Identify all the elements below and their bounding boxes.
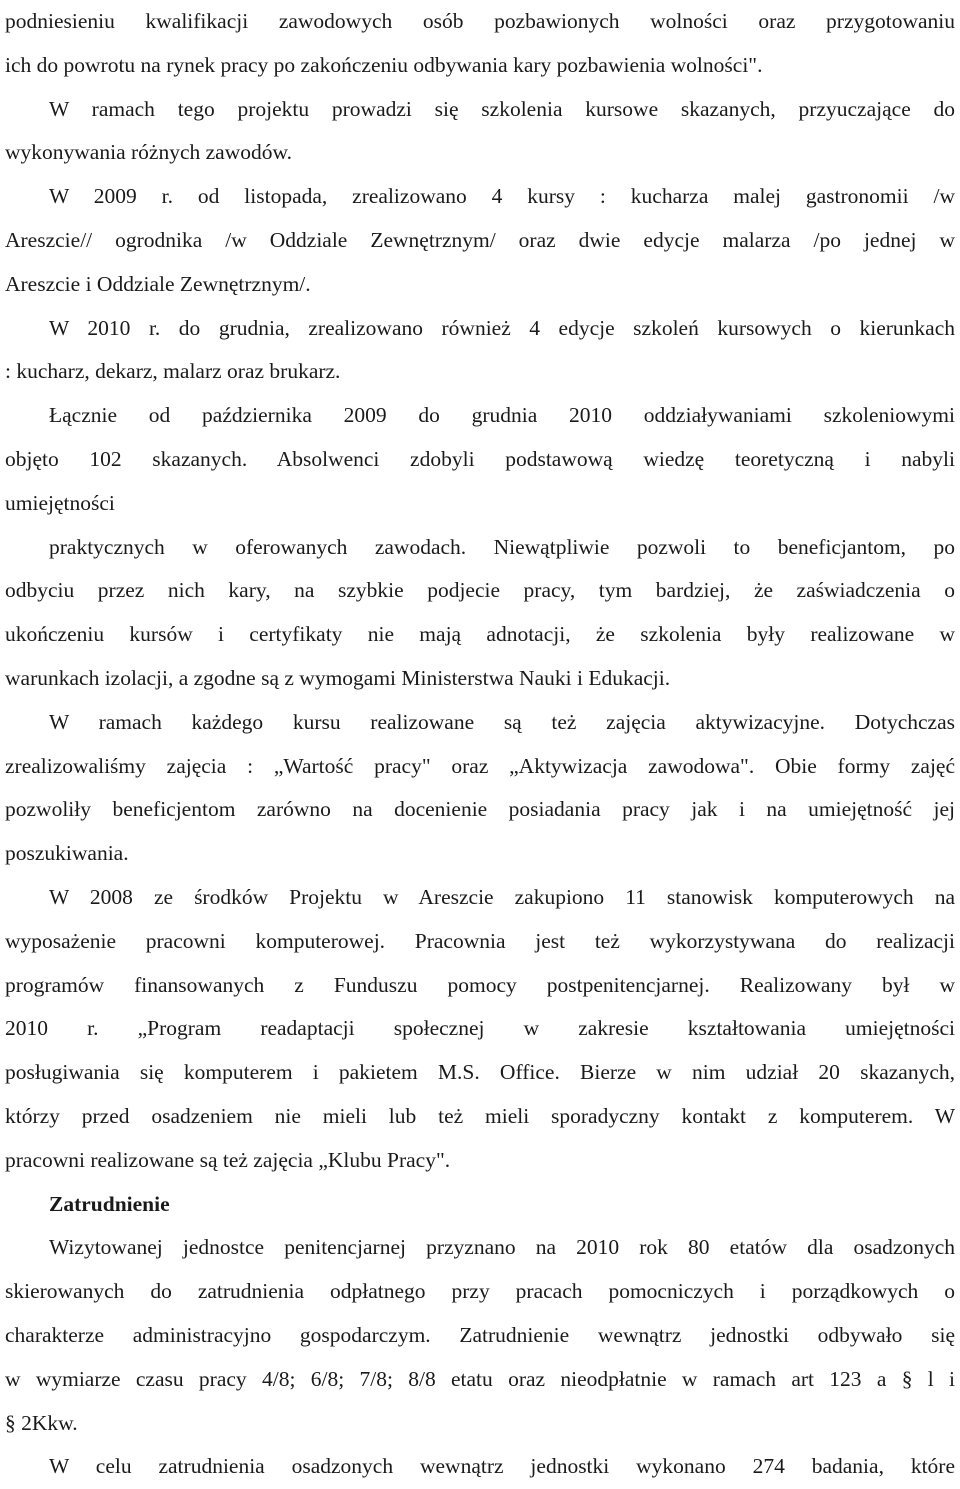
text-line: pozwoliły beneficjentom zarówno na docenienie posiadania pracy jak i na umiejętność jej [5,797,955,822]
text-line: W 2008 ze środków Projektu w Areszcie zakupiono 11 stanowisk komputerowych na [49,884,955,909]
text-line: objęto 102 skazanych. Absolwenci zdobyli podstawową wiedzę teoretyczną i nabyli [5,446,955,471]
section-heading: Zatrudnienie [49,1191,170,1216]
text-line: ukończeniu kursów i certyfikaty nie mają adnotacji, że szkolenia były realizowane w [5,622,955,647]
text-line: pracowni realizowane są też zajęcia „Klubu Pracy". [5,1147,451,1172]
text-line: W ramach tego projektu prowadzi się szkolenia kursowe skazanych, przyuczające do [49,96,955,121]
text-line: warunkach izolacji, a zgodne są z wymogami Ministerstwa Nauki i Edukacji. [5,665,671,690]
text-line: § 2Kkw. [5,1410,78,1435]
text-line: W celu zatrudnienia osadzonych wewnątrz jednostki wykonano 274 badania, które [49,1454,955,1479]
text-line: 2010 r. „Program readaptacji społecznej w zakresie kształtowania umiejętności [5,1016,955,1041]
text-line: w wymiarze czasu pracy 4/8; 6/8; 7/8; 8/8 etatu oraz nieodpłatnie w ramach art 123 a § l i [5,1366,955,1391]
text-line: programów finansowanych z Funduszu pomocy postpenitencjarnej. Realizowany był w [5,972,955,997]
text-line: zrealizowaliśmy zajęcia : „Wartość pracy" oraz „Aktywizacja zawodowa". Obie formy zajęć [5,753,955,778]
text-line: W 2009 r. od listopada, zrealizowano 4 kursy : kucharza malej gastronomii /w [49,184,955,209]
text-line: ich do powrotu na rynek pracy po zakończeniu odbywania kary pozbawienia wolności". [5,52,763,77]
text-line: umiejętności [5,490,115,515]
text-line: Areszcie i Oddziale Zewnętrznym/. [5,271,311,296]
text-line: odbyciu przez nich kary, na szybkie podjecie pracy, tym bardziej, że zaświadczenia o [5,578,955,603]
text-line: którzy przed osadzeniem nie mieli lub też mieli sporadyczny kontakt z komputerem. W [5,1103,955,1128]
text-line: wyposażenie pracowni komputerowej. Pracownia jest też wykorzystywana do realizacji [5,928,955,953]
text-line: charakterze administracyjno gospodarczym. Zatrudnienie wewnątrz jednostki odbywało się [5,1322,955,1347]
text-line: praktycznych w oferowanych zawodach. Niewątpliwie pozwoli to beneficjantom, po [49,534,955,559]
text-line: W ramach każdego kursu realizowane są też zajęcia aktywizacyjne. Dotychczas [49,709,955,734]
document-page [5,0,955,1489]
text-line: poszukiwania. [5,841,129,866]
text-line: posługiwania się komputerem i pakietem M.S. Office. Bierze w nim udział 20 skazanych, [5,1060,955,1085]
text-line: wykonywania różnych zawodów. [5,140,292,165]
text-line: Wizytowanej jednostce penitencjarnej przyznano na 2010 rok 80 etatów dla osadzonych [49,1235,955,1260]
text-line: skierowanych do zatrudnienia odpłatnego przy pracach pomocniczych i porządkowych o [5,1279,955,1304]
text-line: : kucharz, dekarz, malarz oraz brukarz. [5,359,341,384]
text-line: Łącznie od października 2009 do grudnia 2010 oddziaływaniami szkoleniowymi [49,403,955,428]
text-line: Areszcie// ogrodnika /w Oddziale Zewnętrznym/ oraz dwie edycje malarza /po jednej w [5,227,955,252]
text-line: W 2010 r. do grudnia, zrealizowano również 4 edycje szkoleń kursowych o kierunkach [49,315,955,340]
text-line: podniesieniu kwalifikacji zawodowych osób pozbawionych wolności oraz przygotowaniu [5,9,955,33]
